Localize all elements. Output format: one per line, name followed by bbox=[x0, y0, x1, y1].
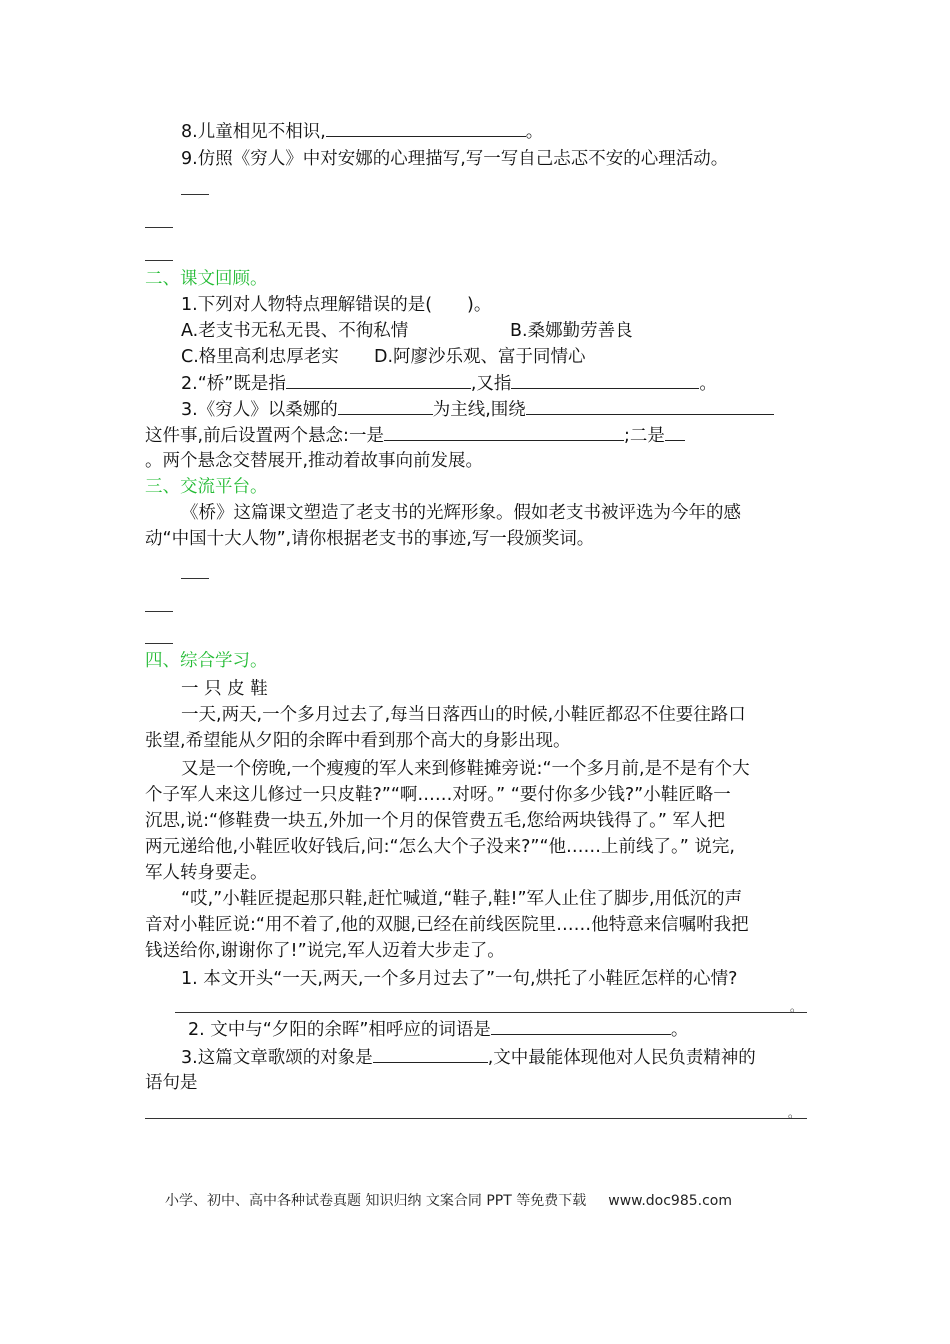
q3-blank-4[interactable] bbox=[665, 422, 685, 441]
section-heading-exchange: 三、交流平台。 bbox=[145, 477, 268, 497]
sq3-text-b: ,文中最能体现他对人民负责精神的 bbox=[487, 1048, 756, 1068]
page-footer bbox=[165, 1190, 732, 1210]
section-heading-comprehensive: 四、综合学习。 bbox=[145, 651, 268, 671]
question-8 bbox=[181, 118, 543, 145]
story-question-3-line2: 语句是 bbox=[145, 1073, 198, 1093]
question-9: 9.仿照《穷人》中对安娜的心理描写,写一写自己忐忑不安的心理活动。 bbox=[181, 149, 729, 169]
review-question-3-line2 bbox=[145, 422, 685, 449]
q8-end: 。 bbox=[525, 122, 544, 142]
story-question-2 bbox=[188, 1016, 688, 1043]
q2-text-b: ,又指 bbox=[470, 374, 512, 394]
sq3-blank[interactable] bbox=[373, 1044, 488, 1063]
story-question-1: 1. 本文开头“一天,两天,一个多月过去了”一句,烘托了小鞋匠怎样的心情? bbox=[181, 969, 738, 989]
story-paragraph: 钱送给你,谢谢你了!”说完,军人迈着大步走了。 bbox=[145, 941, 505, 961]
option-d: D.阿廖沙乐观、富于同情心 bbox=[374, 347, 586, 367]
answer-line[interactable] bbox=[145, 1118, 807, 1119]
story-paragraph: 音对小鞋匠说:“用不着了,他的双腿,已经在前线医院里……他特意来信嘱咐我把 bbox=[145, 915, 749, 935]
story-paragraph: 张望,希望能从夕阳的余晖中看到那个高大的身影出现。 bbox=[145, 731, 571, 751]
review-question-3-line3: 。两个悬念交替展开,推动着故事向前发展。 bbox=[145, 451, 484, 471]
story-paragraph: “哎,”小鞋匠提起那只鞋,赶忙喊道,“鞋子,鞋!”军人止住了脚步,用低沉的声 bbox=[181, 889, 743, 909]
q3-text-d: ;二是 bbox=[623, 426, 665, 446]
exchange-prompt-line2: 动“中国十大人物”,请你根据老支书的事迹,写一段颁奖词。 bbox=[145, 529, 595, 549]
q2-blank-2[interactable] bbox=[511, 370, 699, 389]
q3-text-a: 3.《穷人》以桑娜的 bbox=[181, 400, 338, 420]
sq2-blank[interactable] bbox=[491, 1016, 671, 1035]
q3-blank-1[interactable] bbox=[338, 396, 433, 415]
story-question-3 bbox=[181, 1044, 756, 1071]
option-c: C.格里高利忠厚老实 bbox=[181, 347, 339, 367]
option-a: A.老支书无私无畏、不徇私情 bbox=[181, 321, 409, 341]
footer-text: 小学、初中、高中各种试卷真题 知识归纳 文案合同 PPT 等免费下载 bbox=[165, 1193, 587, 1209]
sq3-text-a: 3.这篇文章歌颂的对象是 bbox=[181, 1048, 373, 1068]
q2-text-a: 2.“桥”既是指 bbox=[181, 374, 286, 394]
q1-period: 。 bbox=[790, 1000, 803, 1014]
q3-text-c: 这件事,前后设置两个悬念:一是 bbox=[145, 426, 384, 446]
review-question-3 bbox=[181, 396, 774, 423]
q2-text-c: 。 bbox=[699, 374, 717, 394]
q8-text: 8.儿童相见不相识, bbox=[181, 122, 326, 142]
q3-period: 。 bbox=[788, 1106, 801, 1120]
q3-blank-2[interactable] bbox=[526, 396, 774, 415]
answer-line[interactable] bbox=[145, 611, 173, 612]
story-paragraph: 个子军人来这儿修过一只皮鞋?”“啊……对呀。” “要付你多少钱?”小鞋匠略一 bbox=[145, 785, 731, 805]
option-b: B.桑娜勤劳善良 bbox=[510, 321, 633, 341]
story-paragraph: 两元递给他,小鞋匠收好钱后,问:“怎么大个子没来?”“他……上前线了。” 说完, bbox=[145, 837, 735, 857]
review-question-2 bbox=[181, 370, 717, 397]
sq2-text-b: 。 bbox=[670, 1020, 689, 1040]
review-question-1: 1.下列对人物特点理解错误的是( )。 bbox=[181, 295, 492, 315]
answer-line[interactable] bbox=[181, 578, 209, 579]
footer-link[interactable]: www.doc985.com bbox=[608, 1193, 732, 1209]
q8-blank[interactable] bbox=[326, 118, 526, 137]
story-paragraph: 沉思,说:“修鞋费一块五,外加一个月的保管费五毛,您给两块钱得了。” 军人把 bbox=[145, 811, 726, 831]
answer-line[interactable] bbox=[145, 643, 173, 644]
answer-line[interactable] bbox=[181, 194, 209, 195]
story-paragraph: 又是一个傍晚,一个瘦瘦的军人来到修鞋摊旁说:“一个多月前,是不是有个大 bbox=[181, 759, 750, 779]
q3-blank-3[interactable] bbox=[384, 422, 624, 441]
story-paragraph: 一天,两天,一个多月过去了,每当日落西山的时候,小鞋匠都忍不住要往路口 bbox=[181, 705, 746, 725]
answer-line[interactable] bbox=[175, 1012, 807, 1013]
answer-line[interactable] bbox=[145, 227, 173, 228]
story-paragraph: 军人转身要走。 bbox=[145, 863, 268, 883]
answer-line[interactable] bbox=[145, 260, 173, 261]
section-heading-review: 二、课文回顾。 bbox=[145, 269, 268, 289]
q2-blank-1[interactable] bbox=[286, 370, 471, 389]
q3-text-b: 为主线,围绕 bbox=[432, 400, 526, 420]
story-title: 一 只 皮 鞋 bbox=[181, 679, 268, 699]
exchange-prompt-line1: 《桥》这篇课文塑造了老支书的光辉形象。假如老支书被评选为今年的感 bbox=[181, 503, 741, 523]
sq2-text-a: 2. 文中与“夕阳的余晖”相呼应的词语是 bbox=[188, 1020, 491, 1040]
